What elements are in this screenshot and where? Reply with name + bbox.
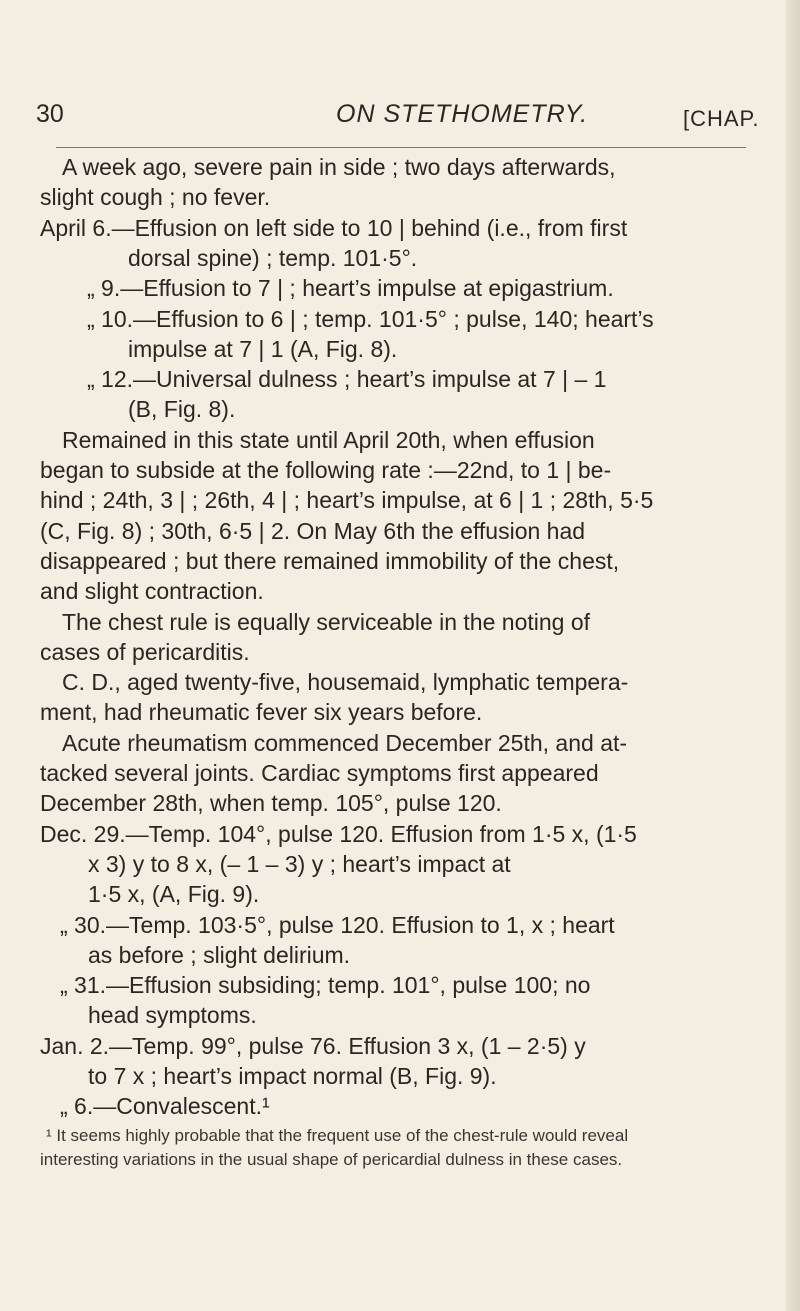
text-line: The chest rule is equally serviceable in the noting of bbox=[62, 608, 591, 635]
text-line: as before ; slight delirium. bbox=[88, 941, 351, 968]
running-title: ON STETHOMETRY. bbox=[336, 100, 589, 128]
text-line: disappeared ; but there remained immobility of the chest, bbox=[40, 547, 620, 574]
footnote-line: ¹ It seems highly probable that the frequent use of the chest-rule would reveal bbox=[46, 1126, 629, 1145]
text-line: ment, had rheumatic fever six years before. bbox=[40, 699, 483, 726]
text-line: began to subside at the following rate :—22nd, to 1 | be- bbox=[40, 457, 612, 483]
text-line: x 3) y to 8 x, (– 1 – 3) y ; heart’s impact at bbox=[88, 850, 511, 877]
page-header bbox=[36, 100, 776, 140]
text-line: „ 31.—Effusion subsiding; temp. 101°, pulse 100; no bbox=[60, 972, 591, 999]
page-edge bbox=[786, 0, 800, 1311]
text-line: slight cough ; no fever. bbox=[40, 184, 271, 211]
text-line: Remained in this state until April 20th, when effusion bbox=[62, 426, 595, 453]
text-line: hind ; 24th, 3 | ; 26th, 4 | ; heart’s impulse, at 6 | 1 ; 28th, 5·5 bbox=[40, 487, 654, 514]
text-line: December 28th, when temp. 105°, pulse 120. bbox=[40, 790, 502, 817]
text-line: Dec. 29.—Temp. 104°, pulse 120. Effusion from 1·5 x, (1·5 bbox=[40, 820, 637, 847]
text-line: (C, Fig. 8) ; 30th, 6·5 | 2. On May 6th the effusion had bbox=[40, 517, 586, 544]
text-line: dorsal spine) ; temp. 101·5°. bbox=[128, 244, 418, 271]
header-rule bbox=[56, 147, 746, 148]
text-line: April 6.—Effusion on left side to 10 | behind (i.e., from first bbox=[40, 214, 628, 241]
text-line: „ 6.—Convalescent.¹ bbox=[60, 1093, 270, 1120]
text-line: and slight contraction. bbox=[40, 578, 264, 605]
text-line: Acute rheumatism commenced December 25th, and at- bbox=[62, 729, 628, 756]
text-line: head symptoms. bbox=[88, 1002, 257, 1029]
footnote-line: interesting variations in the usual shape of pericardial dulness in these cases. bbox=[40, 1150, 623, 1169]
text-line: „ 10.—Effusion to 6 | ; temp. 101·5° ; pulse, 140; heart’s bbox=[87, 305, 654, 332]
text-line: „ 30.—Temp. 103·5°, pulse 120. Effusion to 1, x ; heart bbox=[60, 911, 615, 938]
text-line: cases of pericarditis. bbox=[40, 638, 250, 665]
chapter-label: [CHAP. bbox=[683, 106, 760, 131]
text-line: 1·5 x, (A, Fig. 9). bbox=[88, 881, 260, 908]
text-line: to 7 x ; heart’s impact normal (B, Fig. 9). bbox=[88, 1063, 497, 1089]
text-line: „ 12.—Universal dulness ; heart’s impulse at 7 | – 1 bbox=[87, 366, 607, 393]
text-line: A week ago, severe pain in side ; two days afterwards, bbox=[62, 154, 616, 180]
text-line: (B, Fig. 8). bbox=[128, 396, 236, 423]
page-number: 30 bbox=[36, 100, 64, 128]
text-line: impulse at 7 | 1 (A, Fig. 8). bbox=[128, 335, 398, 362]
text-line: „ 9.—Effusion to 7 | ; heart’s impulse at epigastrium. bbox=[87, 275, 614, 302]
text-line: tacked several joints. Cardiac symptoms first appeared bbox=[40, 760, 599, 786]
text-line: Jan. 2.—Temp. 99°, pulse 76. Effusion 3 x, (1 – 2·5) y bbox=[40, 1032, 586, 1059]
text-line: C. D., aged twenty-five, housemaid, lymphatic tempera- bbox=[62, 669, 629, 696]
